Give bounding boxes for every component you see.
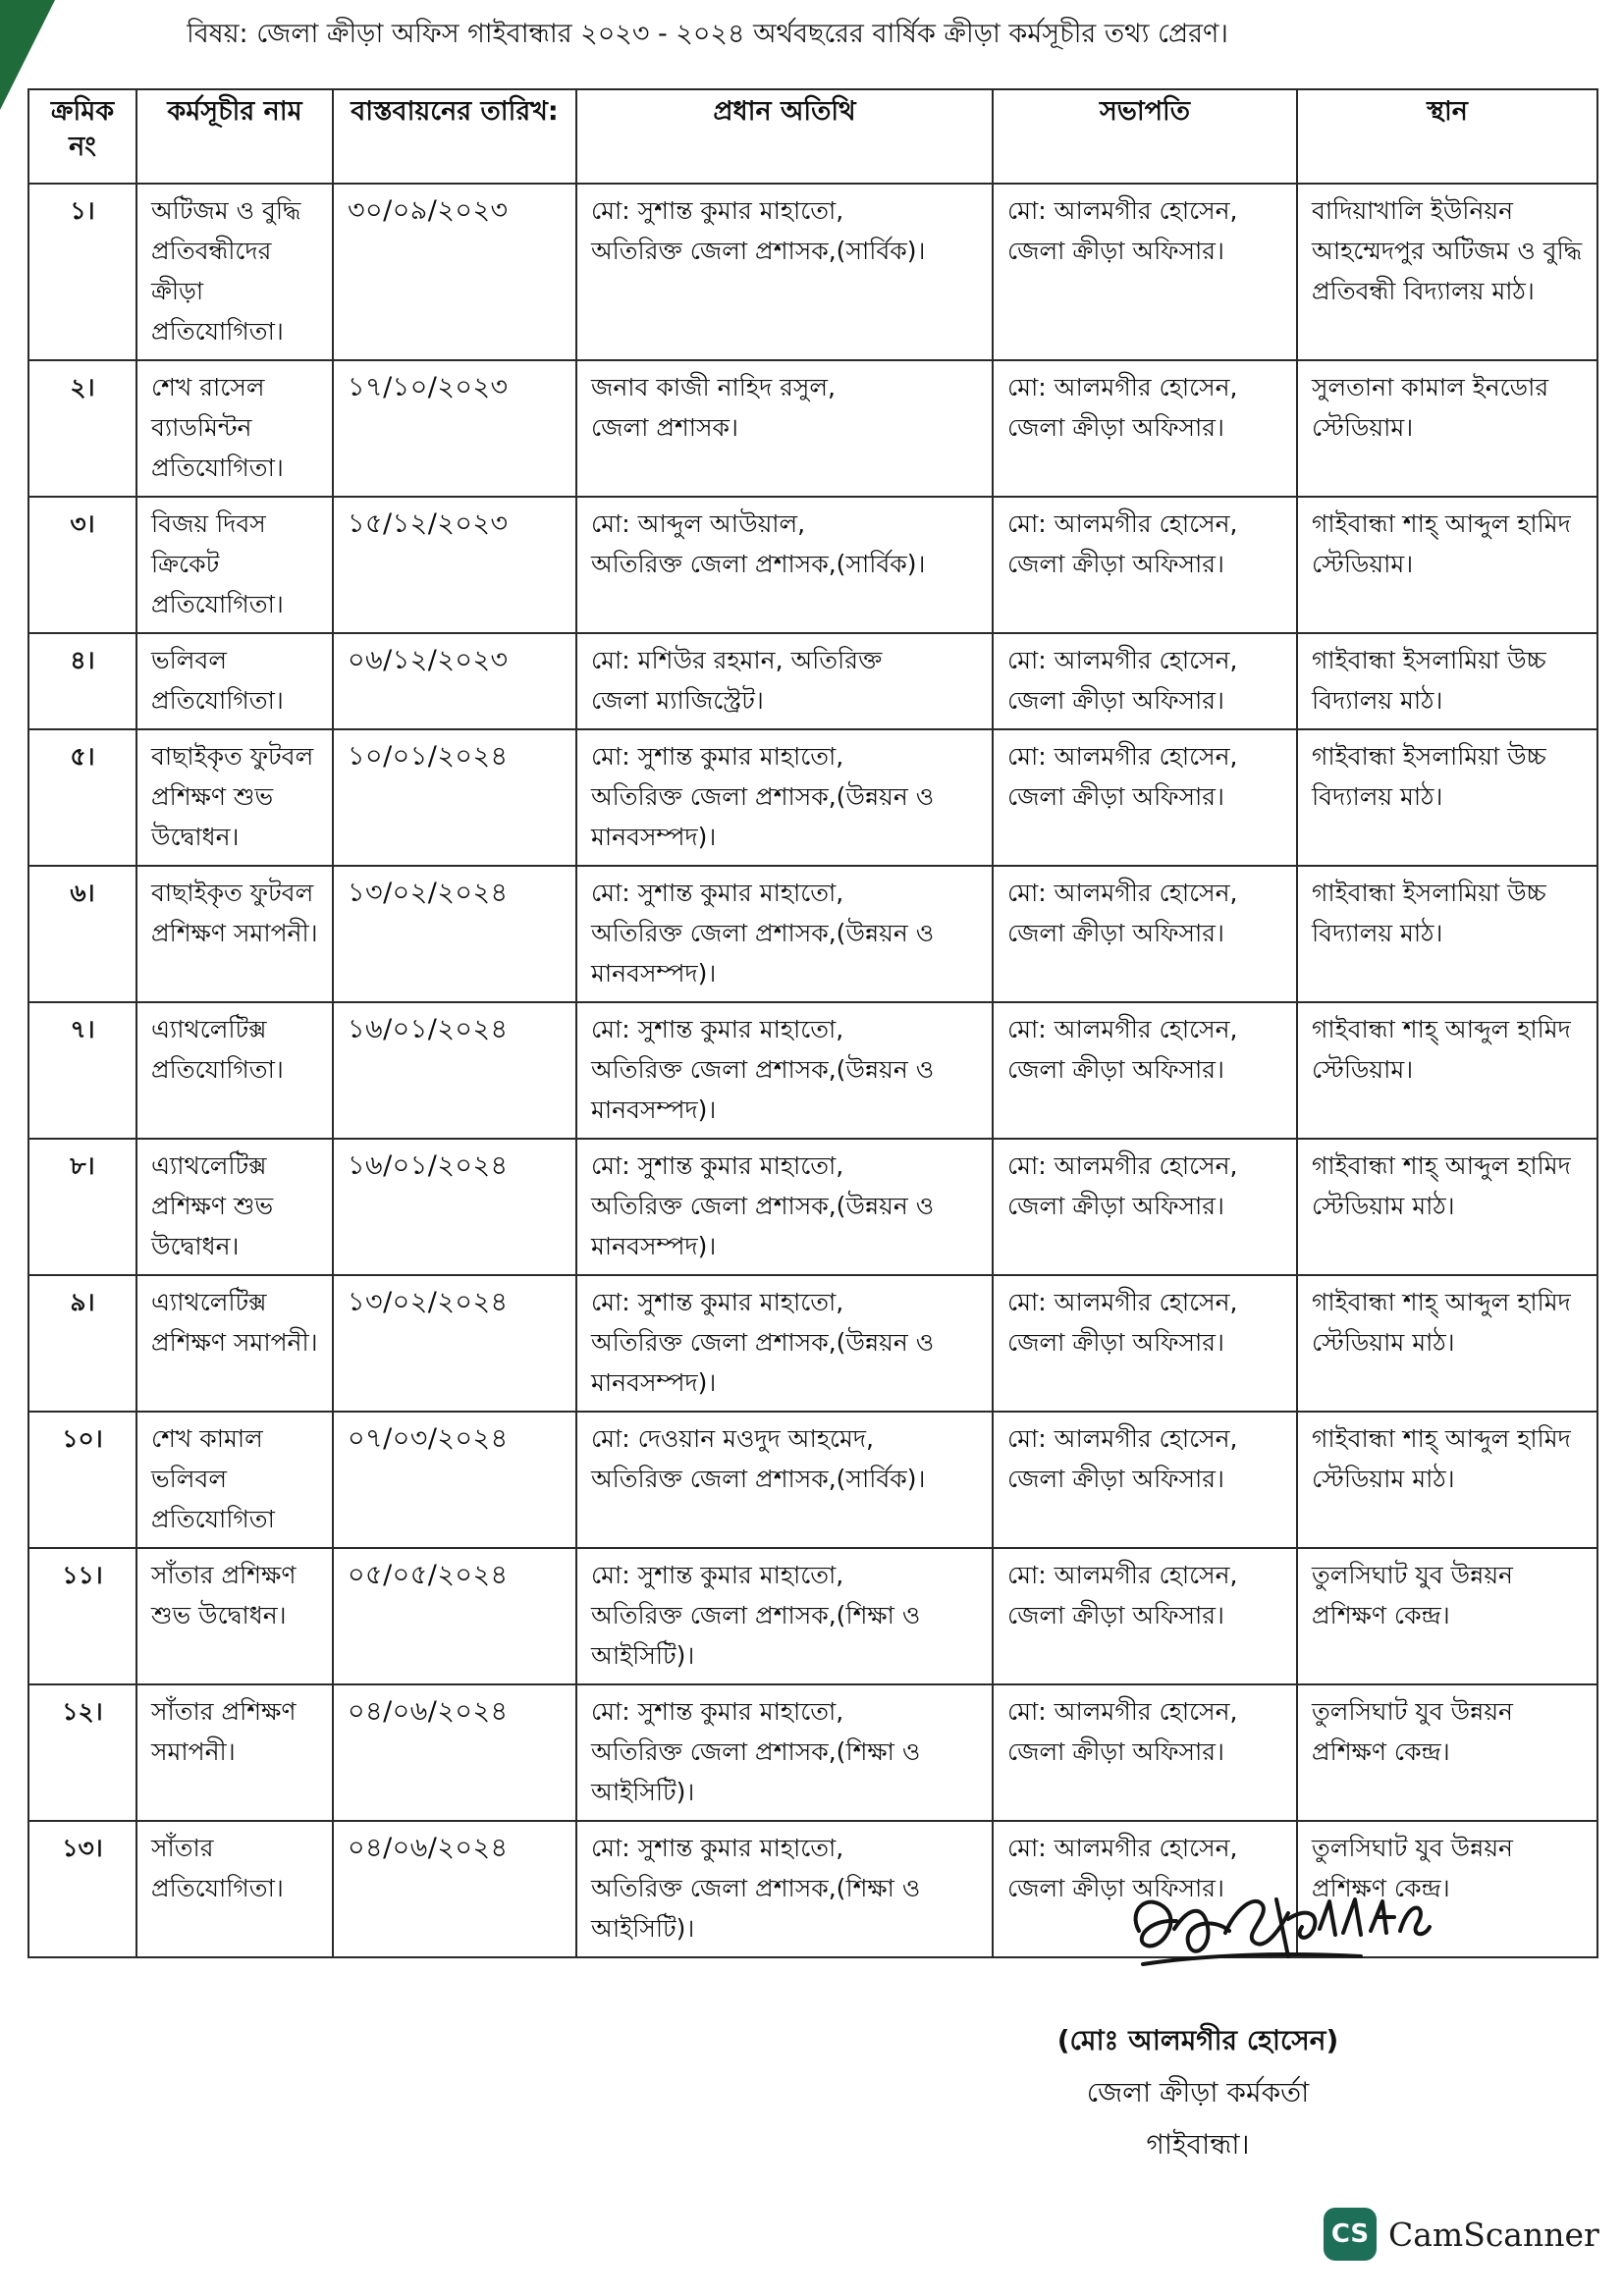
- cell-program-name: বাছাইকৃত ফুটবল প্রশিক্ষণ সমাপনী।: [136, 866, 333, 1002]
- cell-program-name: শেখ রাসেল ব্যাডমিন্টন প্রতিযোগিতা।: [136, 360, 333, 497]
- cell-venue: তুলসিঘাট যুব উন্নয়ন প্রশিক্ষণ কেন্দ্র।: [1297, 1684, 1597, 1821]
- cell-serial: ৬।: [28, 866, 136, 1002]
- cell-venue: সুলতানা কামাল ইনডোর স্টেডিয়াম।: [1297, 360, 1597, 497]
- cell-serial: ১২।: [28, 1684, 136, 1821]
- cell-chief-guest: জনাব কাজী নাহিদ রসুল, জেলা প্রশাসক।: [576, 360, 993, 497]
- cell-implementation-date: ০৪/০৬/২০২৪: [333, 1821, 576, 1957]
- cell-chairperson: মো: আলমগীর হোসেন, জেলা ক্রীড়া অফিসার।: [993, 1275, 1297, 1412]
- cell-chairperson: মো: আলমগীর হোসেন, জেলা ক্রীড়া অফিসার।: [993, 1139, 1297, 1275]
- table-row: [28, 184, 1597, 360]
- signature-block: [943, 1870, 1453, 2164]
- cell-serial: ৩।: [28, 497, 136, 633]
- cell-program-name: এ্যাথলেটিক্স প্রশিক্ষণ শুভ উদ্বোধন।: [136, 1139, 333, 1275]
- table-row: [28, 360, 1597, 497]
- header-venue: স্থান: [1297, 89, 1597, 184]
- table-row: [28, 729, 1597, 866]
- cell-venue: গাইবান্ধা ইসলামিয়া উচ্চ বিদ্যালয় মাঠ।: [1297, 729, 1597, 866]
- table-row: [28, 1412, 1597, 1548]
- cell-implementation-date: ১৭/১০/২০২৩: [333, 360, 576, 497]
- cell-implementation-date: ১৩/০২/২০২৪: [333, 866, 576, 1002]
- cell-venue: গাইবান্ধা শাহ্ আব্দুল হামিদ স্টেডিয়াম।: [1297, 497, 1597, 633]
- cell-program-name: সাঁতার প্রতিযোগিতা।: [136, 1821, 333, 1957]
- cell-program-name: ভলিবল প্রতিযোগিতা।: [136, 633, 333, 729]
- document-subject: বিষয়: জেলা ক্রীড়া অফিস গাইবান্ধার ২০২৩ - ২০২৪ অর্থবছরের বার্ষিক ক্রীড়া কর্মসূচীর তথ্য প্রেরণ।: [187, 19, 1228, 49]
- cell-venue: গাইবান্ধা শাহ্ আব্দুল হামিদ স্টেডিয়াম।: [1297, 1002, 1597, 1139]
- signatory-place: গাইবান্ধা।: [1146, 2128, 1250, 2161]
- cell-chief-guest: মো: সুশান্ত কুমার মাহাতো, অতিরিক্ত জেলা প্রশাসক,(সার্বিক)।: [576, 184, 993, 360]
- cell-implementation-date: ১৬/০১/২০২৪: [333, 1139, 576, 1275]
- cell-chairperson: মো: আলমগীর হোসেন, জেলা ক্রীড়া অফিসার।: [993, 1548, 1297, 1684]
- cell-implementation-date: ১০/০১/২০২৪: [333, 729, 576, 866]
- cell-serial: ১১।: [28, 1548, 136, 1684]
- cell-chairperson: মো: আলমগীর হোসেন, জেলা ক্রীড়া অফিসার।: [993, 1821, 1297, 1957]
- cell-chief-guest: মো: সুশান্ত কুমার মাহাতো, অতিরিক্ত জেলা প্রশাসক,(শিক্ষা ও আইসিটি)।: [576, 1684, 993, 1821]
- cell-serial: ৪।: [28, 633, 136, 729]
- table-row: [28, 1548, 1597, 1684]
- cell-program-name: বিজয় দিবস ক্রিকেট প্রতিযোগিতা।: [136, 497, 333, 633]
- cell-venue: বাদিয়াখালি ইউনিয়ন আহম্মেদপুর অটিজম ও বুদ্ধি প্রতিবন্ধী বিদ্যালয় মাঠ।: [1297, 184, 1597, 360]
- cell-venue: গাইবান্ধা শাহ্ আব্দুল হামিদ স্টেডিয়াম মাঠ।: [1297, 1275, 1597, 1412]
- cell-implementation-date: ১৫/১২/২০২৩: [333, 497, 576, 633]
- cell-program-name: অটিজম ও বুদ্ধি প্রতিবন্ধীদের ক্রীড়া প্রতিযোগিতা।: [136, 184, 333, 360]
- cell-serial: ১৩।: [28, 1821, 136, 1957]
- cell-venue: গাইবান্ধা শাহ্ আব্দুল হামিদ স্টেডিয়াম মাঠ।: [1297, 1412, 1597, 1548]
- table-header-row: [28, 89, 1597, 184]
- cell-program-name: সাঁতার প্রশিক্ষণ সমাপনী।: [136, 1684, 333, 1821]
- table-row: [28, 1275, 1597, 1412]
- cell-chief-guest: মো: দেওয়ান মওদুদ আহমেদ, অতিরিক্ত জেলা প্রশাসক,(সার্বিক)।: [576, 1412, 993, 1548]
- cell-serial: ৮।: [28, 1139, 136, 1275]
- header-program-name: কর্মসূচীর নাম: [136, 89, 333, 184]
- cell-program-name: সাঁতার প্রশিক্ষণ শুভ উদ্বোধন।: [136, 1548, 333, 1684]
- signatory-title: জেলা ক্রীড়া কর্মকর্তা: [1086, 2076, 1310, 2109]
- cell-chief-guest: মো: সুশান্ত কুমার মাহাতো, অতিরিক্ত জেলা প্রশাসক,(উন্নয়ন ও মানবসম্পদ)।: [576, 866, 993, 1002]
- cell-venue: গাইবান্ধা শাহ্ আব্দুল হামিদ স্টেডিয়াম মাঠ।: [1297, 1139, 1597, 1275]
- camscanner-logo-icon: CS: [1324, 2208, 1377, 2261]
- cell-program-name: বাছাইকৃত ফুটবল প্রশিক্ষণ শুভ উদ্বোধন।: [136, 729, 333, 866]
- handwritten-signature: [1119, 1870, 1434, 1998]
- table-row: [28, 866, 1597, 1002]
- camscanner-watermark: [1324, 2208, 1599, 2261]
- cell-chairperson: মো: আলমগীর হোসেন, জেলা ক্রীড়া অফিসার।: [993, 633, 1297, 729]
- table-row: [28, 1684, 1597, 1821]
- cell-chairperson: মো: আলমগীর হোসেন, জেলা ক্রীড়া অফিসার।: [993, 360, 1297, 497]
- cell-implementation-date: ৩০/০৯/২০২৩: [333, 184, 576, 360]
- cell-chief-guest: মো: সুশান্ত কুমার মাহাতো, অতিরিক্ত জেলা প্রশাসক,(শিক্ষা ও আইসিটি)।: [576, 1821, 993, 1957]
- cell-program-name: এ্যাথলেটিক্স প্রশিক্ষণ সমাপনী।: [136, 1275, 333, 1412]
- cell-chief-guest: মো: সুশান্ত কুমার মাহাতো, অতিরিক্ত জেলা প্রশাসক,(উন্নয়ন ও মানবসম্পদ)।: [576, 1275, 993, 1412]
- header-chief-guest: প্রধান অতিথি: [576, 89, 993, 184]
- header-chairperson: সভাপতি: [993, 89, 1297, 184]
- signatory-name: (মোঃ আলমগীর হোসেন): [1056, 2024, 1339, 2056]
- table-row: [28, 497, 1597, 633]
- cell-venue: গাইবান্ধা ইসলামিয়া উচ্চ বিদ্যালয় মাঠ।: [1297, 633, 1597, 729]
- cell-chief-guest: মো: সুশান্ত কুমার মাহাতো, অতিরিক্ত জেলা প্রশাসক,(উন্নয়ন ও মানবসম্পদ)।: [576, 1002, 993, 1139]
- cell-venue: তুলসিঘাট যুব উন্নয়ন প্রশিক্ষণ কেন্দ্র।: [1297, 1548, 1597, 1684]
- cell-serial: ৫।: [28, 729, 136, 866]
- header-implementation-date: বাস্তবায়নের তারিখ:: [333, 89, 576, 184]
- table-row: [28, 633, 1597, 729]
- cell-program-name: শেখ কামাল ভলিবল প্রতিযোগিতা: [136, 1412, 333, 1548]
- cell-chairperson: মো: আলমগীর হোসেন, জেলা ক্রীড়া অফিসার।: [993, 1684, 1297, 1821]
- cell-chairperson: মো: আলমগীর হোসেন, জেলা ক্রীড়া অফিসার।: [993, 1412, 1297, 1548]
- cell-chairperson: মো: আলমগীর হোসেন, জেলা ক্রীড়া অফিসার।: [993, 497, 1297, 633]
- cell-chairperson: মো: আলমগীর হোসেন, জেলা ক্রীড়া অফিসার।: [993, 1002, 1297, 1139]
- cell-serial: ৯।: [28, 1275, 136, 1412]
- table-row: [28, 1139, 1597, 1275]
- cell-chairperson: মো: আলমগীর হোসেন, জেলা ক্রীড়া অফিসার।: [993, 184, 1297, 360]
- cell-chairperson: মো: আলমগীর হোসেন, জেলা ক্রীড়া অফিসার।: [993, 866, 1297, 1002]
- cell-implementation-date: ০৫/০৫/২০২৪: [333, 1548, 576, 1684]
- camscanner-app-name: CamScanner: [1388, 2215, 1599, 2254]
- cell-venue: তুলসিঘাট যুব উন্নয়ন প্রশিক্ষণ কেন্দ্র।: [1297, 1821, 1597, 1957]
- table-row: [28, 1002, 1597, 1139]
- sports-schedule-table: [27, 88, 1598, 1958]
- cell-chief-guest: মো: সুশান্ত কুমার মাহাতো, অতিরিক্ত জেলা প্রশাসক,(শিক্ষা ও আইসিটি)।: [576, 1548, 993, 1684]
- cell-implementation-date: ১৬/০১/২০২৪: [333, 1002, 576, 1139]
- cell-chief-guest: মো: মশিউর রহমান, অতিরিক্ত জেলা ম্যাজিস্ট্রেট।: [576, 633, 993, 729]
- cell-implementation-date: ১৩/০২/২০২৪: [333, 1275, 576, 1412]
- cell-program-name: এ্যাথলেটিক্স প্রতিযোগিতা।: [136, 1002, 333, 1139]
- cell-chief-guest: মো: আব্দুল আউয়াল, অতিরিক্ত জেলা প্রশাসক,(সার্বিক)।: [576, 497, 993, 633]
- cell-venue: গাইবান্ধা ইসলামিয়া উচ্চ বিদ্যালয় মাঠ।: [1297, 866, 1597, 1002]
- cell-serial: ১।: [28, 184, 136, 360]
- cell-implementation-date: ০৭/০৩/২০২৪: [333, 1412, 576, 1548]
- cell-serial: ৭।: [28, 1002, 136, 1139]
- header-serial: ক্রমিক নং: [28, 89, 136, 184]
- cell-serial: ১০।: [28, 1412, 136, 1548]
- cell-chairperson: মো: আলমগীর হোসেন, জেলা ক্রীড়া অফিসার।: [993, 729, 1297, 866]
- cell-serial: ২।: [28, 360, 136, 497]
- cell-implementation-date: ০৬/১২/২০২৩: [333, 633, 576, 729]
- cell-implementation-date: ০৪/০৬/২০২৪: [333, 1684, 576, 1821]
- cell-chief-guest: মো: সুশান্ত কুমার মাহাতো, অতিরিক্ত জেলা প্রশাসক,(উন্নয়ন ও মানবসম্পদ)।: [576, 729, 993, 866]
- cell-chief-guest: মো: সুশান্ত কুমার মাহাতো, অতিরিক্ত জেলা প্রশাসক,(উন্নয়ন ও মানবসম্পদ)।: [576, 1139, 993, 1275]
